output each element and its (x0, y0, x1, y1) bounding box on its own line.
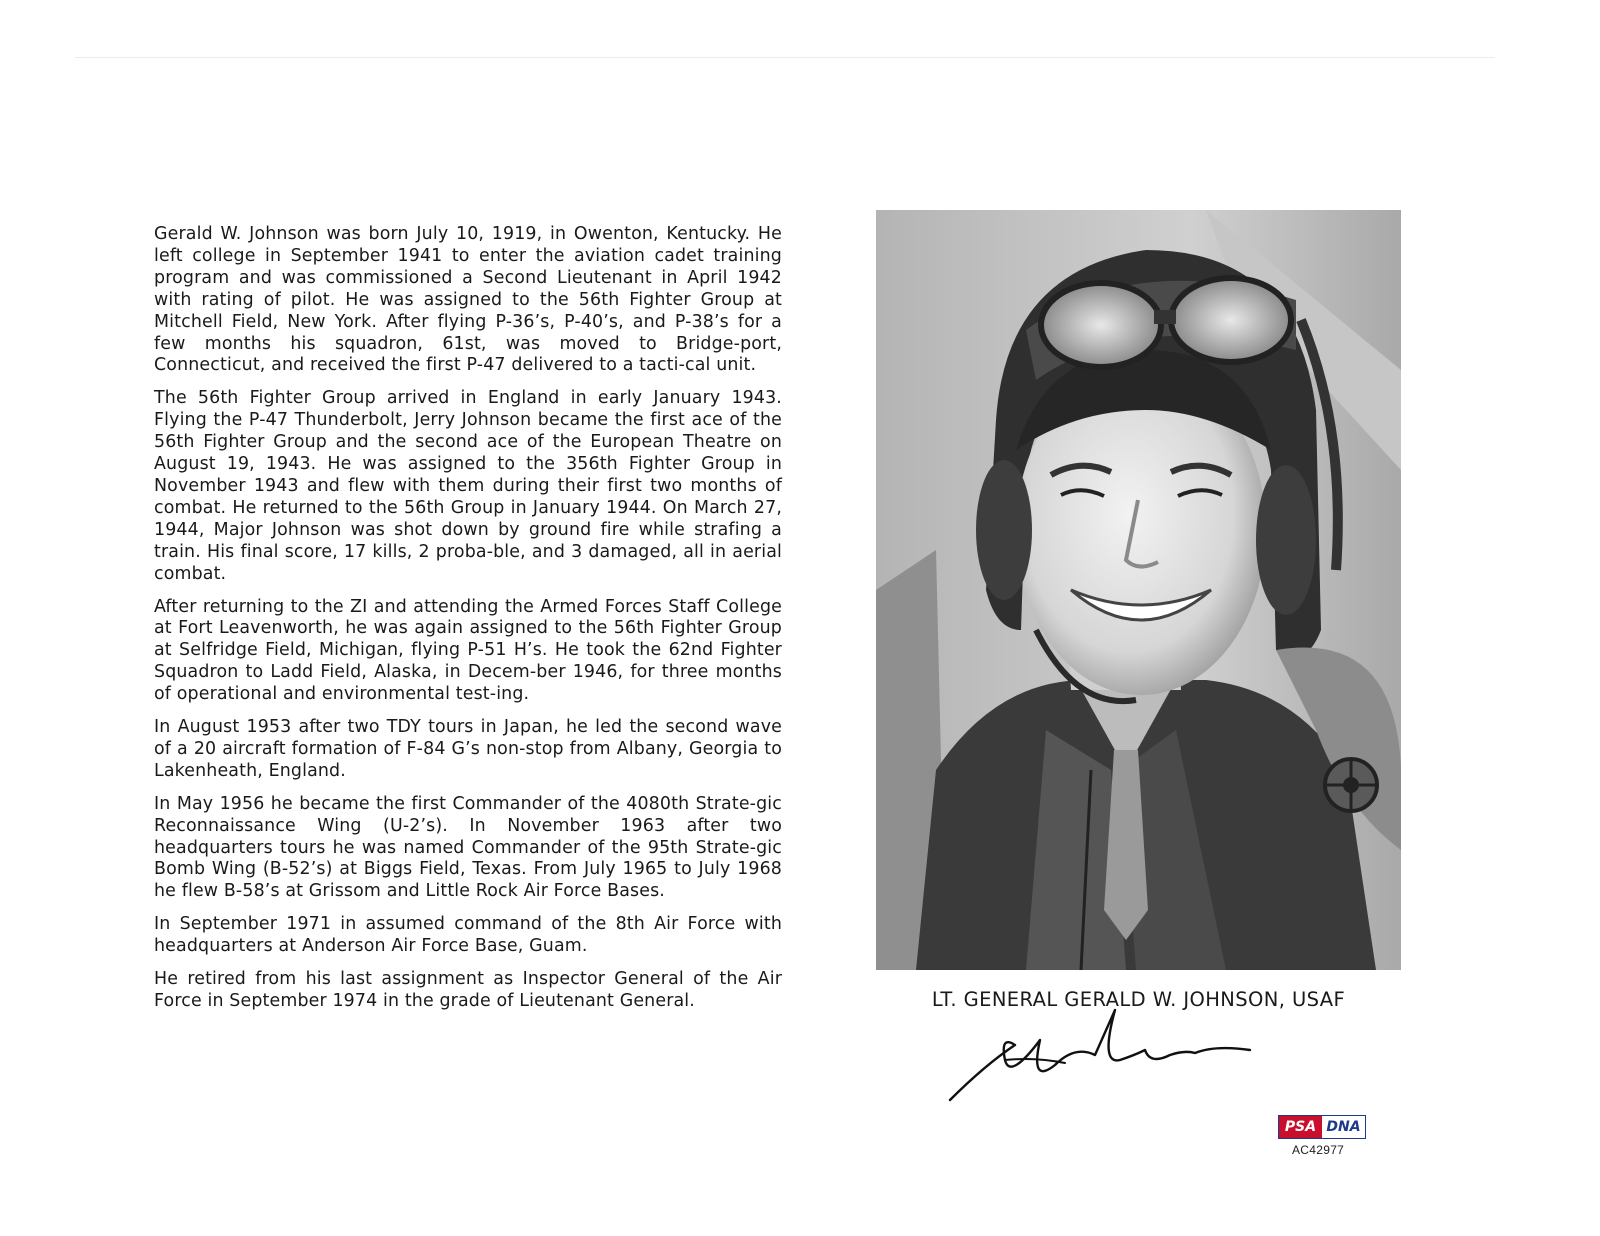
signature-icon (945, 1005, 1265, 1105)
psa-dna-logo (1278, 1115, 1366, 1139)
portrait-caption: LT. GENERAL GERALD W. JOHNSON, USAF (931, 988, 1346, 1011)
bio-paragraph-7: He retired from his last assignment as Inspector General of the Air Force in September 1974 in the grade of Lieutenant General. (154, 969, 782, 1011)
certificate-number: AC42977 (1292, 1143, 1345, 1157)
sheet-edge (75, 57, 1495, 58)
handwritten-signature (945, 1005, 1265, 1105)
dna-logo-text: DNA (1322, 1116, 1365, 1138)
bio-paragraph-4: In August 1953 after two TDY tours in Japan, he led the second wave of a 20 aircraft formation of F-84 G’s non-stop from Albany, Georgia to Lakenheath, England. (154, 717, 782, 781)
portrait-illustration (876, 210, 1401, 970)
psa-logo-text: PSA (1279, 1116, 1322, 1138)
bio-paragraph-6: In September 1971 in assumed command of the 8th Air Force with headquarters at Anderson Air Force Base, Guam. (154, 914, 782, 957)
bio-paragraph-1: Gerald W. Johnson was born July 10, 1919, in Owenton, Kentucky. He left college in September 1941 to enter the aviation cadet training program and was commissioned a Second Lieutenant in April 1942 with rating of pilot. He was assigned to the 56th Fighter Group at Mitchell Field, New York. After flying P-36’s, P-40’s, and P-38’s for a few months his squadron, 61st, was moved to Bridge-port, Connecticut, and received the first P-47 delivered to a tacti-cal unit. (154, 224, 782, 376)
bio-paragraph-5: In May 1956 he became the first Commander of the 4080th Strate-gic Reconnaissance Wing (U-2’s). In November 1963 after two headquarters tours he was named Commander of the 95th Strate-gic Bomb Wing (B-52’s) at Biggs Field, Texas. From July 1965 to July 1968 he flew B-58’s at Grissom and Little Rock Air Force Bases. (154, 793, 782, 902)
bio-paragraph-3: After returning to the ZI and attending the Armed Forces Staff College at Fort Leavenworth, he was again assigned to the 56th Fighter Group at Selfridge Field, Michigan, flying P-51 H’s. He took the 62nd Fighter Squadron to Ladd Field, Alaska, in Decem-ber 1946, for three months of operational and environmental test-ing. (154, 596, 782, 705)
biography-text (154, 224, 782, 1024)
bio-paragraph-2: The 56th Fighter Group arrived in England in early January 1943. Flying the P-47 Thunderbolt, Jerry Johnson became the first ace of the 56th Fighter Group and the second ace of the European Theatre on August 19, 1943. He was assigned to the 356th Fighter Group in November 1943 and flew with them during their first two months of combat. He returned to the 56th Group in January 1944. On March 27, 1944, Major Johnson was shot down by ground fire while strafing a train. His final score, 17 kills, 2 proba-ble, and 3 damaged, all in aerial combat. (154, 388, 782, 584)
portrait-photo (876, 210, 1401, 970)
